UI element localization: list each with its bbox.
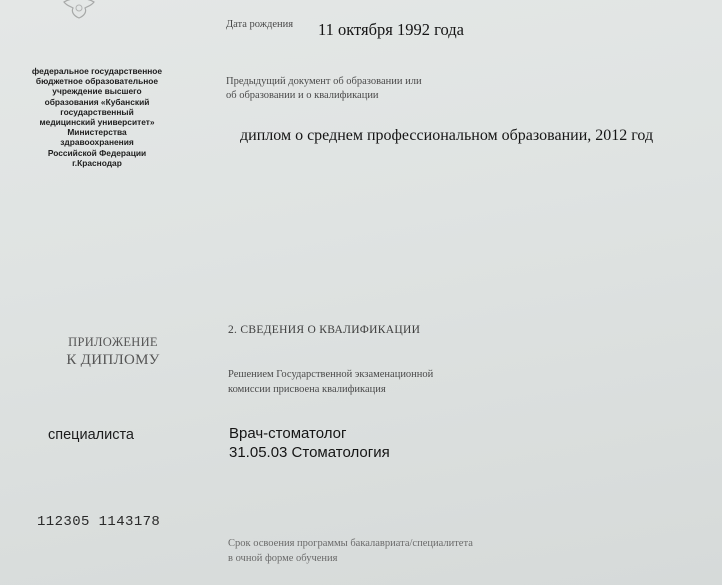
- previous-document-label-line1: Предыдущий документ об образовании или: [226, 76, 422, 87]
- study-period-line2: в очной форме обучения: [228, 553, 338, 564]
- issuer-line: здравоохранения: [60, 137, 134, 148]
- issuer-line: медицинский университет»: [39, 117, 155, 128]
- issuer-line: бюджетное образовательное: [35, 76, 159, 87]
- birth-date-value: 11 октября 1992 года: [318, 20, 464, 39]
- issuer-line: Российской Федерации: [47, 147, 147, 158]
- birth-date-label: Дата рождения: [226, 19, 294, 30]
- serial-number: 112305 1143178: [37, 514, 161, 530]
- specialty-code: 31.05.03 Стоматология: [229, 444, 390, 461]
- qualification-section-title: 2. СВЕДЕНИЯ О КВАЛИФИКАЦИИ: [228, 324, 421, 336]
- appendix-heading-line2: К ДИПЛОМУ: [66, 352, 160, 368]
- issuer-line: федеральное государственное: [31, 66, 163, 76]
- issuer-line: Министерства: [67, 127, 127, 138]
- appendix-heading-line1: ПРИЛОЖЕНИЕ: [68, 335, 158, 349]
- degree-level: специалиста: [48, 427, 134, 443]
- qualification-block: [229, 424, 390, 462]
- study-period-line1: Срок освоения программы бакалавриата/специалитета: [228, 538, 473, 549]
- issuer-line: образования «Кубанский: [44, 96, 150, 107]
- issuer-line: государственный: [60, 106, 134, 117]
- previous-document-label-line2: об образовании и о квалификации: [226, 90, 379, 101]
- issuer-organization: [14, 66, 180, 168]
- coat-of-arms-emblem: [58, 0, 100, 20]
- previous-document-value: диплом о среднем профессиональном образовании, 2012 год: [240, 127, 654, 144]
- appendix-heading: [58, 333, 168, 369]
- issuer-line: учреждение высшего: [52, 86, 142, 97]
- commission-decision-line2: комиссии присвоена квалификация: [228, 384, 386, 395]
- qualification-title: Врач-стоматолог: [229, 425, 347, 442]
- issuer-line: г.Краснодар: [72, 157, 122, 168]
- commission-decision-line1: Решением Государственной экзаменационной: [228, 369, 434, 380]
